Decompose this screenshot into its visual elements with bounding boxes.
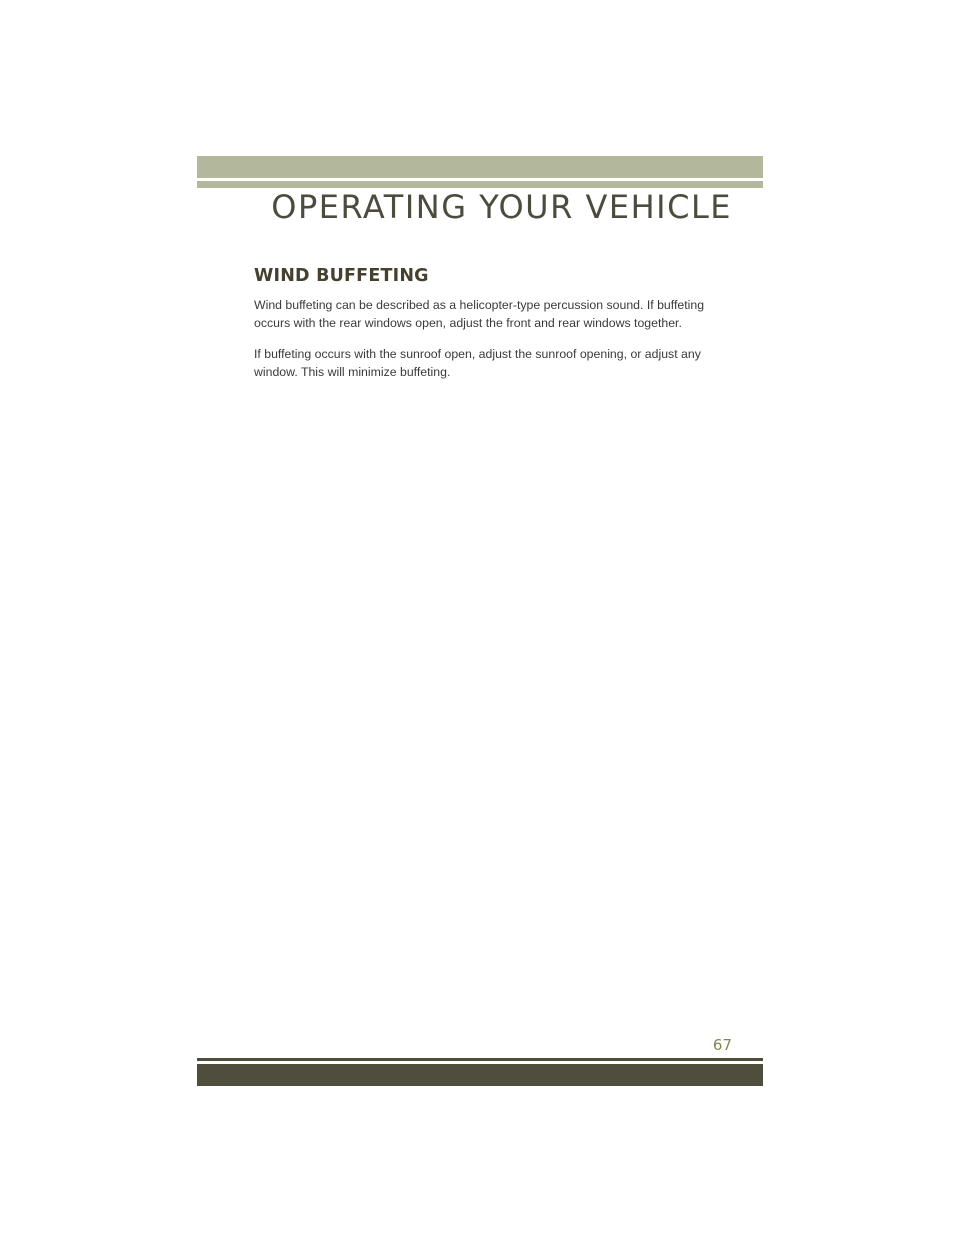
section-title: OPERATING YOUR VEHICLE [271, 188, 732, 226]
header-band [197, 156, 763, 178]
paragraph-2: If buffeting occurs with the sunroof open, adjust the sunroof opening, or adjust any window. This will minimize buffeting. [254, 347, 701, 379]
header-rule [197, 181, 763, 188]
article-body [254, 266, 738, 394]
article-heading: WIND BUFFETING [254, 266, 429, 286]
page-number: 67 [712, 1036, 732, 1054]
footer-band [197, 1064, 763, 1086]
paragraph-1: Wind buffeting can be described as a helicopter-type percussion sound. If buffeting occurs with the rear windows open, adjust the front and rear windows together. [254, 298, 705, 330]
footer-rule [197, 1058, 763, 1061]
